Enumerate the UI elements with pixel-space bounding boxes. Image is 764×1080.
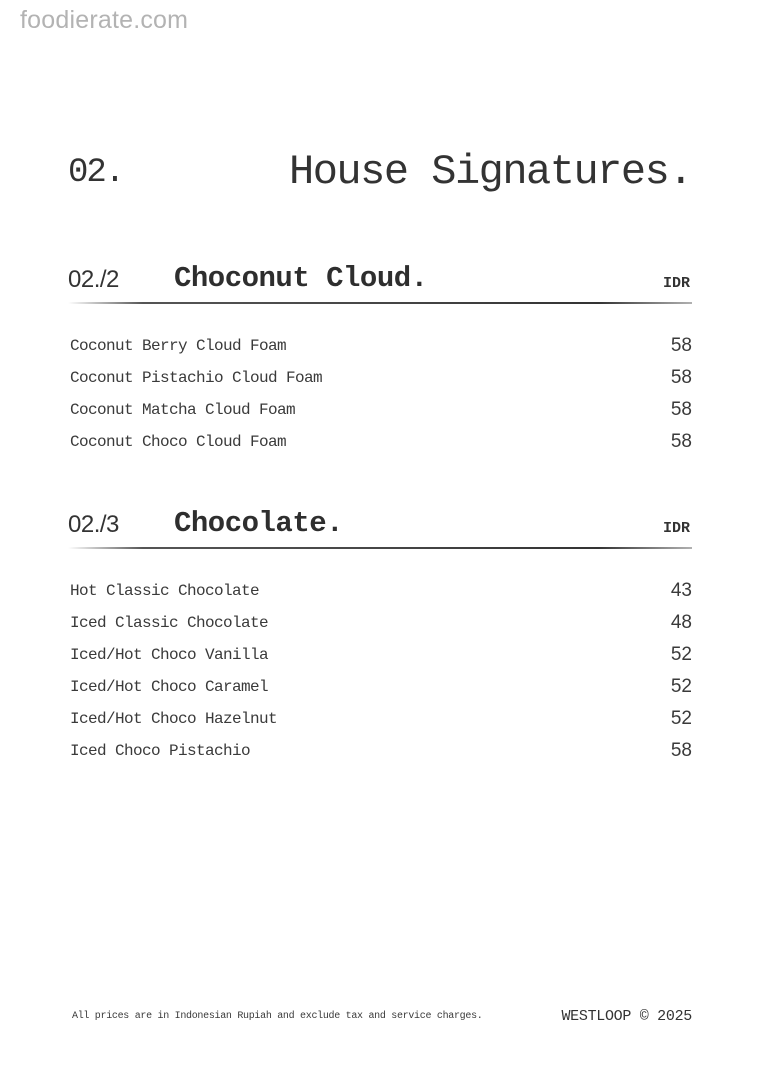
item-price: 58 [670, 399, 692, 420]
page-header [68, 148, 692, 198]
watermark: foodierate.com [20, 6, 189, 34]
menu-item [70, 705, 692, 737]
menu-item [70, 396, 692, 428]
item-name: Iced/Hot Choco Vanilla [70, 646, 269, 664]
footer-note: All prices are in Indonesian Rupiah and exclude tax and service charges. [72, 1011, 483, 1022]
item-price: 52 [670, 644, 692, 665]
item-price: 52 [670, 708, 692, 729]
section-divider [68, 547, 692, 549]
menu-item [70, 737, 692, 769]
item-name: Iced/Hot Choco Hazelnut [70, 710, 278, 728]
menu-item [70, 577, 692, 609]
section-title: Chocolate. [174, 507, 344, 540]
item-name: Iced Choco Pistachio [70, 742, 251, 760]
menu-list [70, 577, 692, 769]
menu-item [70, 364, 692, 396]
item-name: Hot Classic Chocolate [70, 582, 260, 600]
menu-list [70, 332, 692, 460]
menu-item [70, 641, 692, 673]
section-chocolate [68, 507, 692, 761]
menu-item [70, 428, 692, 460]
footer-brand: WESTLOOP © 2025 [561, 1008, 692, 1025]
item-price: 58 [670, 367, 692, 388]
currency-label: IDR [662, 275, 690, 292]
item-price: 58 [670, 740, 692, 761]
menu-item [70, 673, 692, 705]
item-name: Coconut Berry Cloud Foam [70, 337, 287, 355]
section-divider [68, 302, 692, 304]
section-number: 02./3 [68, 511, 119, 538]
item-price: 48 [670, 612, 692, 633]
menu-item [70, 332, 692, 364]
item-name: Iced/Hot Choco Caramel [70, 678, 269, 696]
item-price: 52 [670, 676, 692, 697]
item-name: Coconut Pistachio Cloud Foam [70, 369, 323, 387]
item-price: 58 [670, 335, 692, 356]
item-name: Coconut Matcha Cloud Foam [70, 401, 296, 419]
item-name: Iced Classic Chocolate [70, 614, 269, 632]
page-number: 02. [68, 154, 124, 192]
currency-label: IDR [662, 520, 690, 537]
section-number: 02./2 [68, 266, 119, 293]
section-title: Choconut Cloud. [174, 262, 428, 295]
item-price: 43 [670, 580, 692, 601]
section-header [68, 262, 692, 302]
item-price: 58 [670, 431, 692, 452]
section-choconut-cloud [68, 262, 692, 452]
item-name: Coconut Choco Cloud Foam [70, 433, 287, 451]
page-title: House Signatures. [289, 148, 692, 196]
section-header [68, 507, 692, 547]
menu-item [70, 609, 692, 641]
